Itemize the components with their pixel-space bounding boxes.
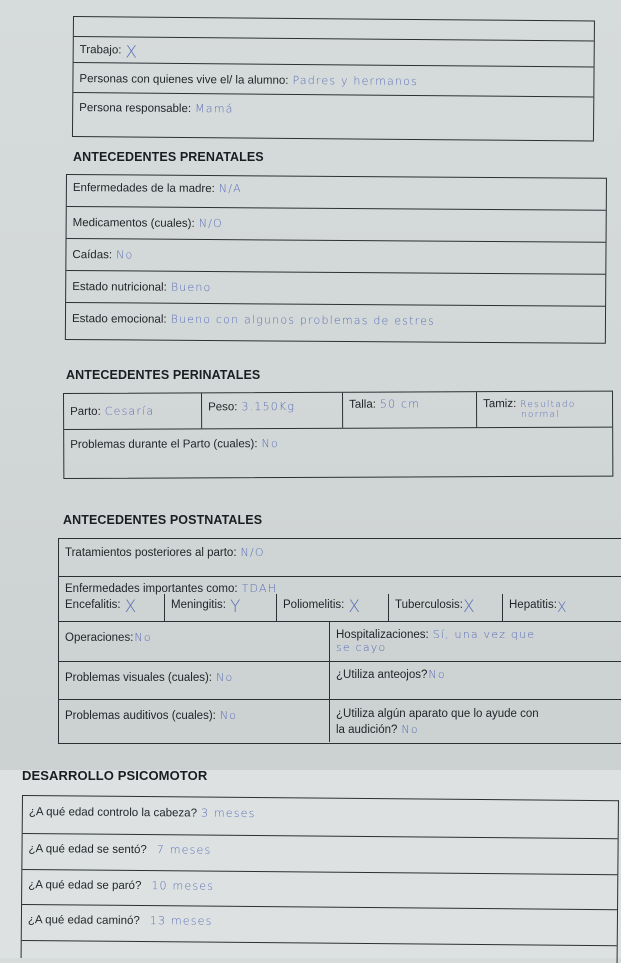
encefalitis-value[interactable]: X <box>124 597 137 617</box>
visuales-cell <box>59 662 330 699</box>
enfermedades-importantes-value[interactable]: TDAH <box>241 582 278 595</box>
aparato-label-line2: la audición? <box>336 724 398 736</box>
trabajo-label: Trabajo: <box>79 44 122 57</box>
operaciones-value[interactable]: No <box>134 631 152 644</box>
problemas-parto-row <box>64 428 612 478</box>
parto-cell <box>64 393 202 429</box>
psicomotor-row-sento <box>22 834 617 875</box>
tratamientos-label: Tratamientos posteriores al parto: <box>65 547 237 559</box>
encefalitis-label: Encefalitis: <box>65 599 121 611</box>
sento-value[interactable]: 7 meses <box>156 843 212 857</box>
tuberculosis-label: Tuberculosis: <box>395 599 463 611</box>
enfermedades-madre-label: Enfermedades de la madre: <box>72 182 215 196</box>
paro-label: ¿A qué edad se paró? <box>28 879 142 893</box>
hepatitis-cell <box>503 594 621 621</box>
visuales-row <box>59 662 621 700</box>
enfermedades-importantes-row <box>59 577 621 594</box>
perinatal-measures-row <box>64 392 612 430</box>
postnatales-heading: ANTECEDENTES POSTNATALES <box>63 513 263 527</box>
prenatales-table <box>65 174 607 344</box>
camino-value[interactable]: 13 meses <box>149 914 213 928</box>
aparato-cell <box>330 700 621 742</box>
peso-value[interactable]: 3.150Kg <box>241 399 296 414</box>
auditivos-cell <box>59 700 330 742</box>
sento-label: ¿A qué edad se sentó? <box>28 843 147 857</box>
perinatales-heading: ANTECEDENTES PERINATALES <box>66 368 261 382</box>
poliomelitis-label: Poliomelitis: <box>283 599 345 611</box>
anteojos-cell <box>330 662 621 699</box>
caidas-label: Caídas: <box>72 249 113 262</box>
responsable-row <box>73 93 593 141</box>
talla-value[interactable]: 50 cm <box>379 397 421 411</box>
talla-label: Talla: <box>349 398 376 411</box>
auditivos-row <box>59 700 621 742</box>
meningitis-cell <box>165 594 277 621</box>
talla-cell <box>343 392 477 428</box>
tratamientos-row <box>59 539 621 577</box>
caidas-value[interactable]: No <box>116 248 134 262</box>
anteojos-value[interactable]: No <box>428 668 446 681</box>
responsable-label: Persona responsable: <box>79 102 192 116</box>
prenatales-heading: ANTECEDENTES PRENATALES <box>73 150 264 164</box>
emocional-value[interactable]: Bueno con algunos problemas de estres <box>170 312 436 328</box>
poliomelitis-value[interactable]: X <box>348 597 361 617</box>
tamiz-cell <box>477 392 612 428</box>
encefalitis-cell <box>59 594 165 621</box>
hospitalizaciones-value-line2[interactable]: se cayo <box>336 641 387 654</box>
cabeza-label: ¿A qué edad controlo la cabeza? <box>28 806 198 820</box>
enfermedades-madre-value[interactable]: N/A <box>218 182 242 196</box>
operaciones-row <box>59 622 621 662</box>
tuberculosis-cell <box>389 594 503 621</box>
auditivos-label: Problemas auditivos (cuales): <box>65 710 216 722</box>
responsable-value[interactable]: Mamá <box>195 102 234 116</box>
medicamentos-value[interactable]: N/O <box>198 216 223 231</box>
visuales-value[interactable]: No <box>216 671 234 684</box>
hospitalizaciones-value-line1[interactable]: Sí, una vez que <box>432 628 536 641</box>
personas-value[interactable]: Padres y hermanos <box>292 73 419 89</box>
problemas-parto-label: Problemas durante el Parto (cuales): <box>70 438 258 451</box>
parto-label: Parto: <box>70 405 101 418</box>
postnatales-table <box>58 538 621 744</box>
diseases-row <box>59 594 621 622</box>
general-info-table <box>72 16 595 142</box>
hepatitis-label: Hepatitis: <box>509 599 557 611</box>
hospitalizaciones-cell <box>330 622 621 661</box>
personas-label: Personas con quienes vive el/ la alumno: <box>79 73 289 87</box>
peso-cell <box>202 393 343 429</box>
nutricional-label: Estado nutricional: <box>72 281 167 294</box>
psicomotor-heading: DESARROLLO PSICOMOTOR <box>22 768 208 783</box>
problemas-parto-value[interactable]: No <box>261 437 279 451</box>
psicomotor-table <box>21 795 619 963</box>
anteojos-label: ¿Utiliza anteojos? <box>336 669 428 681</box>
medicamentos-label: Medicamentos (cuales): <box>72 217 195 230</box>
aparato-label-line1: ¿Utiliza algún aparato que lo ayude con <box>336 708 539 720</box>
operaciones-cell <box>59 622 330 661</box>
peso-label: Peso: <box>208 401 238 414</box>
personas-row <box>73 63 593 98</box>
auditivos-value[interactable]: No <box>219 709 238 722</box>
tamiz-value-line1[interactable]: Resultado <box>520 399 576 411</box>
hepatitis-value[interactable]: X <box>556 600 567 616</box>
cabeza-value[interactable]: 3 meses <box>200 806 256 821</box>
meningitis-label: Meningitis: <box>171 599 226 611</box>
tratamientos-value[interactable]: N/O <box>240 546 265 559</box>
tamiz-label: Tamiz: <box>483 398 517 411</box>
parto-value[interactable]: Cesaría <box>104 404 155 418</box>
psicomotor-row-camino <box>22 905 617 946</box>
aparato-value[interactable]: No <box>401 723 419 736</box>
operaciones-label: Operaciones: <box>65 632 134 644</box>
perinatales-table <box>63 391 613 479</box>
enfermedades-importantes-label: Enfermedades importantes como: <box>65 583 238 595</box>
prenatal-row-medicamentos <box>67 207 606 243</box>
hospitalizaciones-label: Hospitalizaciones: <box>336 629 429 641</box>
trabajo-value[interactable]: X <box>125 42 138 63</box>
prenatal-row-enfermedades <box>67 175 606 211</box>
prenatal-row-nutricional <box>66 271 605 307</box>
poliomelitis-cell <box>277 594 389 621</box>
tuberculosis-value[interactable]: X <box>462 597 475 617</box>
prenatal-row-emocional <box>66 303 605 343</box>
prenatal-row-caidas <box>66 239 605 275</box>
visuales-label: Problemas visuales (cuales): <box>65 672 213 684</box>
tamiz-value-line2[interactable]: normal <box>521 409 560 421</box>
meningitis-value[interactable]: Y <box>229 597 241 617</box>
paro-value[interactable]: 10 meses <box>151 879 215 893</box>
emocional-label: Estado emocional: <box>71 313 167 326</box>
psicomotor-row-paro <box>22 870 617 910</box>
camino-label: ¿A qué edad caminó? <box>27 914 140 928</box>
psicomotor-row-cabeza <box>23 796 618 839</box>
nutricional-value[interactable]: Bueno <box>170 280 212 295</box>
